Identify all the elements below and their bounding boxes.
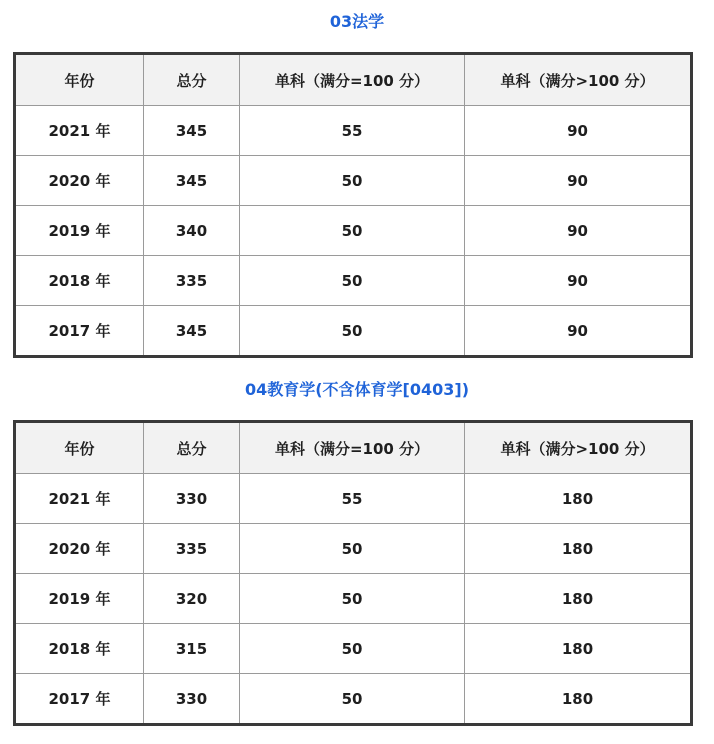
- cell-total: 330: [144, 474, 240, 524]
- cell-total: 345: [144, 106, 240, 156]
- cell-year: 2018 年: [15, 624, 144, 674]
- cell-single-over-100: 180: [465, 674, 692, 725]
- cell-total: 315: [144, 624, 240, 674]
- cell-single-100: 50: [240, 624, 465, 674]
- cell-single-over-100: 180: [465, 574, 692, 624]
- cell-total: 335: [144, 256, 240, 306]
- table-row: [15, 106, 692, 156]
- cell-year: 2017 年: [15, 674, 144, 725]
- cell-year: 2020 年: [15, 524, 144, 574]
- cell-single-over-100: 90: [465, 206, 692, 256]
- cell-single-over-100: 90: [465, 156, 692, 206]
- cell-year: 2019 年: [15, 206, 144, 256]
- cell-single-100: 55: [240, 106, 465, 156]
- cell-total: 320: [144, 574, 240, 624]
- table-row: [15, 256, 692, 306]
- cell-single-over-100: 180: [465, 624, 692, 674]
- table-row: [15, 624, 692, 674]
- table-header-row: [15, 422, 692, 474]
- table-row: [15, 474, 692, 524]
- cell-single-100: 50: [240, 306, 465, 357]
- cell-year: 2019 年: [15, 574, 144, 624]
- cell-total: 340: [144, 206, 240, 256]
- table-row: [15, 206, 692, 256]
- cell-single-100: 50: [240, 524, 465, 574]
- header-year: 年份: [15, 54, 144, 106]
- cell-single-over-100: 90: [465, 106, 692, 156]
- cell-single-100: 55: [240, 474, 465, 524]
- header-single-over-100: 单科（满分>100 分）: [465, 422, 692, 474]
- cell-total: 345: [144, 306, 240, 357]
- cell-year: 2020 年: [15, 156, 144, 206]
- cell-year: 2021 年: [15, 106, 144, 156]
- cell-single-over-100: 90: [465, 256, 692, 306]
- cell-single-100: 50: [240, 256, 465, 306]
- cell-single-100: 50: [240, 574, 465, 624]
- header-total: 总分: [144, 54, 240, 106]
- header-single-100: 单科（满分=100 分）: [240, 422, 465, 474]
- cell-single-100: 50: [240, 206, 465, 256]
- cell-single-100: 50: [240, 156, 465, 206]
- header-year: 年份: [15, 422, 144, 474]
- cell-year: 2018 年: [15, 256, 144, 306]
- header-total: 总分: [144, 422, 240, 474]
- table-row: [15, 524, 692, 574]
- table-header-row: [15, 54, 692, 106]
- section-title-education: 04教育学(不含体育学[0403]): [244, 380, 470, 399]
- cell-total: 345: [144, 156, 240, 206]
- table-row: [15, 156, 692, 206]
- table-row: [15, 674, 692, 725]
- score-table-law: [13, 52, 693, 358]
- cell-single-over-100: 180: [465, 524, 692, 574]
- section-title-law: 03法学: [329, 12, 385, 31]
- table-row: [15, 306, 692, 357]
- cell-single-100: 50: [240, 674, 465, 725]
- cell-total: 335: [144, 524, 240, 574]
- cell-total: 330: [144, 674, 240, 725]
- score-table-education: [13, 420, 693, 726]
- cell-single-over-100: 90: [465, 306, 692, 357]
- cell-year: 2021 年: [15, 474, 144, 524]
- header-single-over-100: 单科（满分>100 分）: [465, 54, 692, 106]
- cell-single-over-100: 180: [465, 474, 692, 524]
- cell-year: 2017 年: [15, 306, 144, 357]
- table-row: [15, 574, 692, 624]
- header-single-100: 单科（满分=100 分）: [240, 54, 465, 106]
